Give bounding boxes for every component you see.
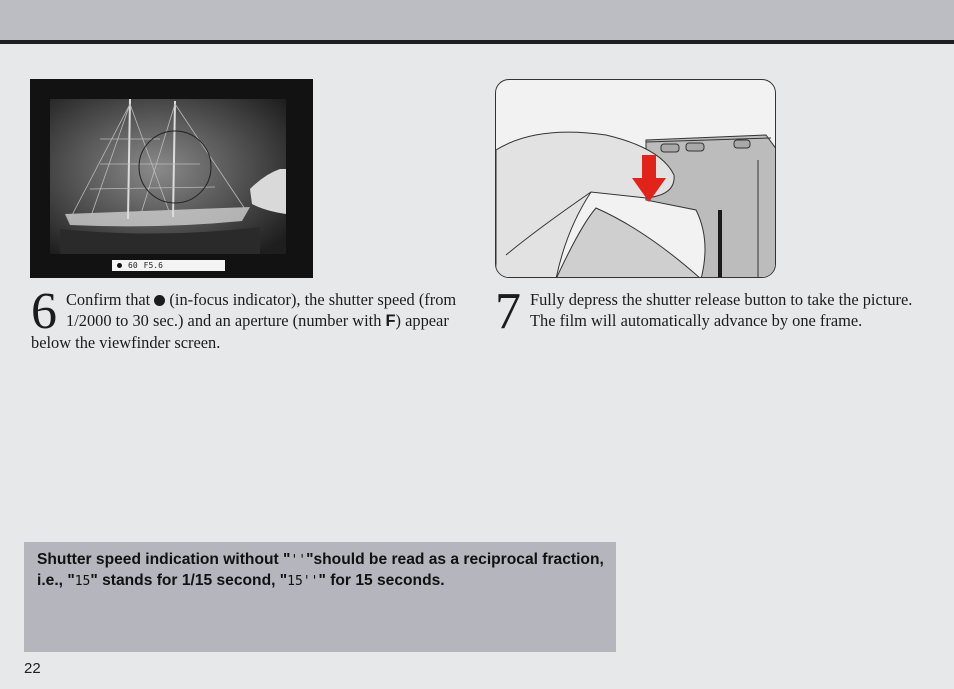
shutter-release-illustration — [495, 79, 776, 278]
step-6-text-3: ) appear below the viewfinder screen. — [31, 311, 449, 352]
note-example-1: 15 — [74, 574, 91, 589]
step-7-number: 7 — [495, 283, 521, 340]
camera-hand-drawing — [496, 80, 776, 278]
shutter-speed-note — [24, 542, 616, 652]
note-part-4: " for 15 seconds. — [318, 572, 445, 589]
viewfinder-readout — [112, 260, 225, 271]
step-7-text: Fully depress the shutter release button to take the picture. The film will automatically advance by one frame. — [530, 290, 913, 330]
shutter-speed-readout: 60 — [128, 261, 138, 270]
note-part-1: Shutter speed indication without " — [37, 551, 291, 568]
viewfinder-photo — [30, 79, 313, 278]
page-number: 22 — [24, 660, 41, 677]
step-6-number: 6 — [31, 283, 57, 340]
in-focus-dot-icon — [154, 295, 165, 306]
viewfinder-ship-image — [30, 79, 313, 278]
aperture-readout: F5.6 — [143, 261, 163, 270]
note-seconds-mark: '' — [290, 553, 307, 568]
note-part-2: "should be read as a reciprocal fraction, i.e., " — [37, 551, 604, 589]
note-example-2: 15'' — [287, 574, 319, 589]
note-part-3: " stands for 1/15 second, " — [90, 572, 288, 589]
in-focus-indicator-icon — [117, 263, 122, 268]
top-rule — [0, 40, 954, 44]
step-7 — [495, 283, 925, 340]
step-6-text-2: (in-focus indicator), the shutter speed (from 1/2000 to 30 sec.) and an aperture (number with — [66, 290, 457, 330]
top-band — [0, 0, 954, 40]
step-6 — [31, 283, 461, 353]
step-6-text-1: Confirm that — [66, 290, 155, 309]
f-symbol: F — [385, 312, 396, 330]
